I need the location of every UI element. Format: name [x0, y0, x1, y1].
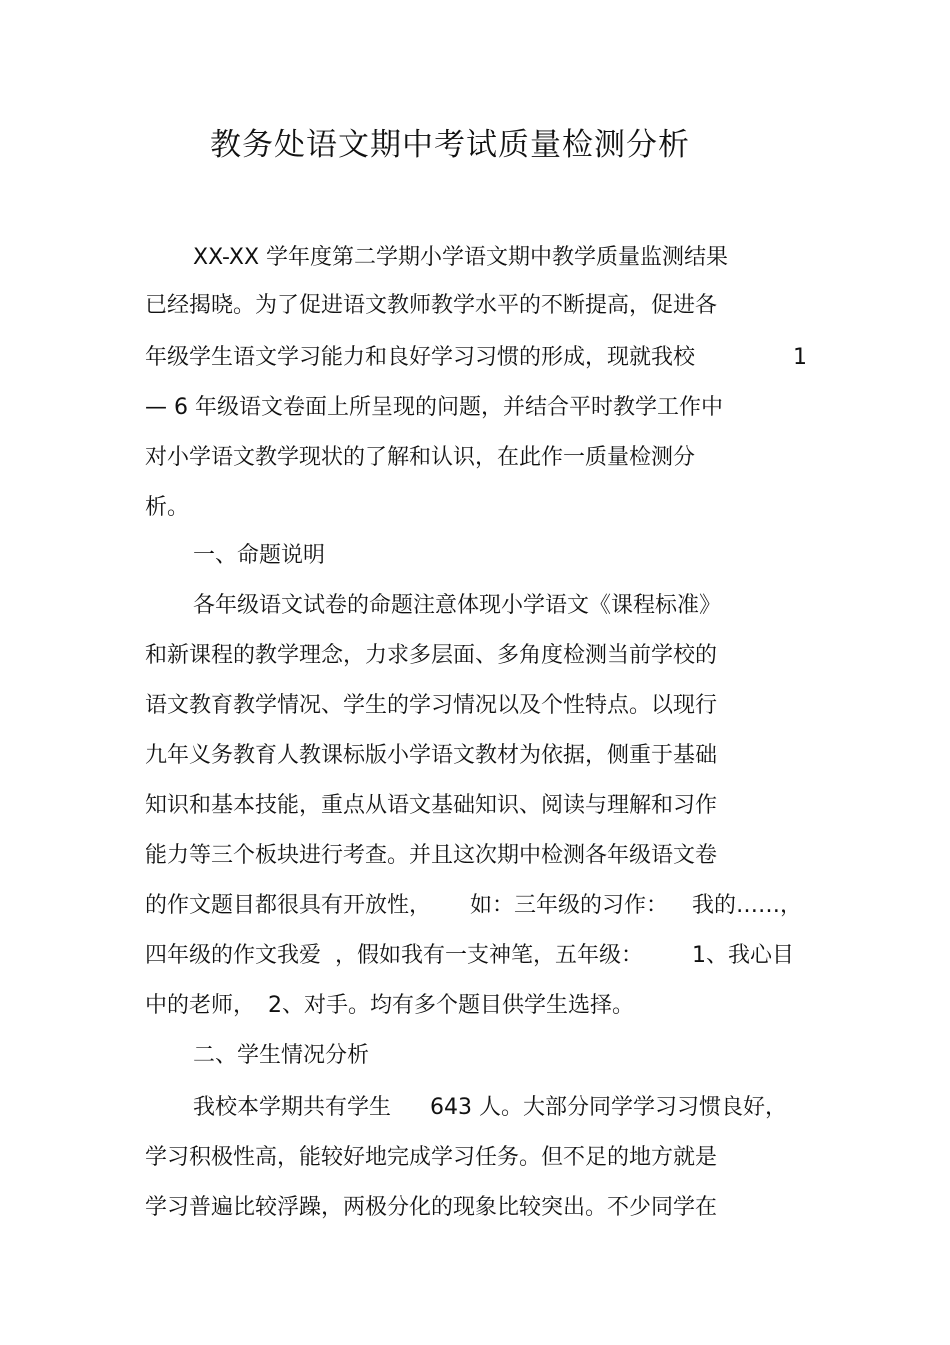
para1-line3: 年级学生语文学习能力和良好学习习惯的形成，现就我校 — [145, 345, 696, 370]
para3-line2: 学习积极性高，能较好地完成学习任务。但不足的地方就是 — [145, 1145, 718, 1170]
para2-line8-part1: 四年级的作文我爱 — [145, 943, 322, 968]
para3-line1-part1: 我校本学期共有学生 — [193, 1095, 392, 1120]
para1-line6: 析。 — [145, 495, 190, 520]
para2-line7-part2: 如：三年级的习作： — [470, 893, 669, 918]
para1-line3-number: 1 — [793, 345, 807, 370]
para2-line1: 各年级语文试卷的命题注意体现小学语文《课程标准》 — [193, 593, 722, 618]
para2-line3: 语文教育教学情况、学生的学习情况以及个性特点。以现行 — [145, 693, 718, 718]
para2-line9-part2: 2、对手。均有多个题目供学生选择。 — [268, 993, 634, 1018]
para2-line8-part3: 1、我心目 — [692, 943, 794, 968]
section-heading-2: 二、学生情况分析 — [193, 1043, 370, 1068]
para1-line1: XX-XX 学年度第二学期小学语文期中教学质量监测结果 — [193, 245, 729, 270]
para3-line1-part2: 643 人。大部分同学学习习惯良好， — [430, 1095, 787, 1120]
para2-line4: 九年义务教育人教课标版小学语文教材为依据，侧重于基础 — [145, 743, 718, 768]
para2-line2: 和新课程的教学理念，力求多层面、多角度检测当前学校的 — [145, 643, 718, 668]
para1-line5: 对小学语文教学现状的了解和认识，在此作一质量检测分 — [145, 445, 696, 470]
para3-line3: 学习普遍比较浮躁，两极分化的现象比较突出。不少同学在 — [145, 1195, 718, 1220]
para2-line7-part3: 我的……， — [692, 893, 803, 918]
para2-line9-part1: 中的老师， — [145, 993, 256, 1018]
para2-line5: 知识和基本技能，重点从语文基础知识、阅读与理解和习作 — [145, 793, 718, 818]
para2-line7-part1: 的作文题目都很具有开放性， — [145, 893, 432, 918]
section-heading-1: 一、命题说明 — [193, 543, 326, 568]
para1-line2: 已经揭晓。为了促进语文教师教学水平的不断提高，促进各 — [145, 293, 718, 318]
para2-line8-part2: ，假如我有一支神笔，五年级： — [335, 943, 644, 968]
para2-line6: 能力等三个板块进行考查。并且这次期中检测各年级语文卷 — [145, 843, 718, 868]
para1-line4: — 6 年级语文卷面上所呈现的问题，并结合平时教学工作中 — [145, 395, 723, 420]
document-title: 教务处语文期中考试质量检测分析 — [210, 127, 690, 163]
